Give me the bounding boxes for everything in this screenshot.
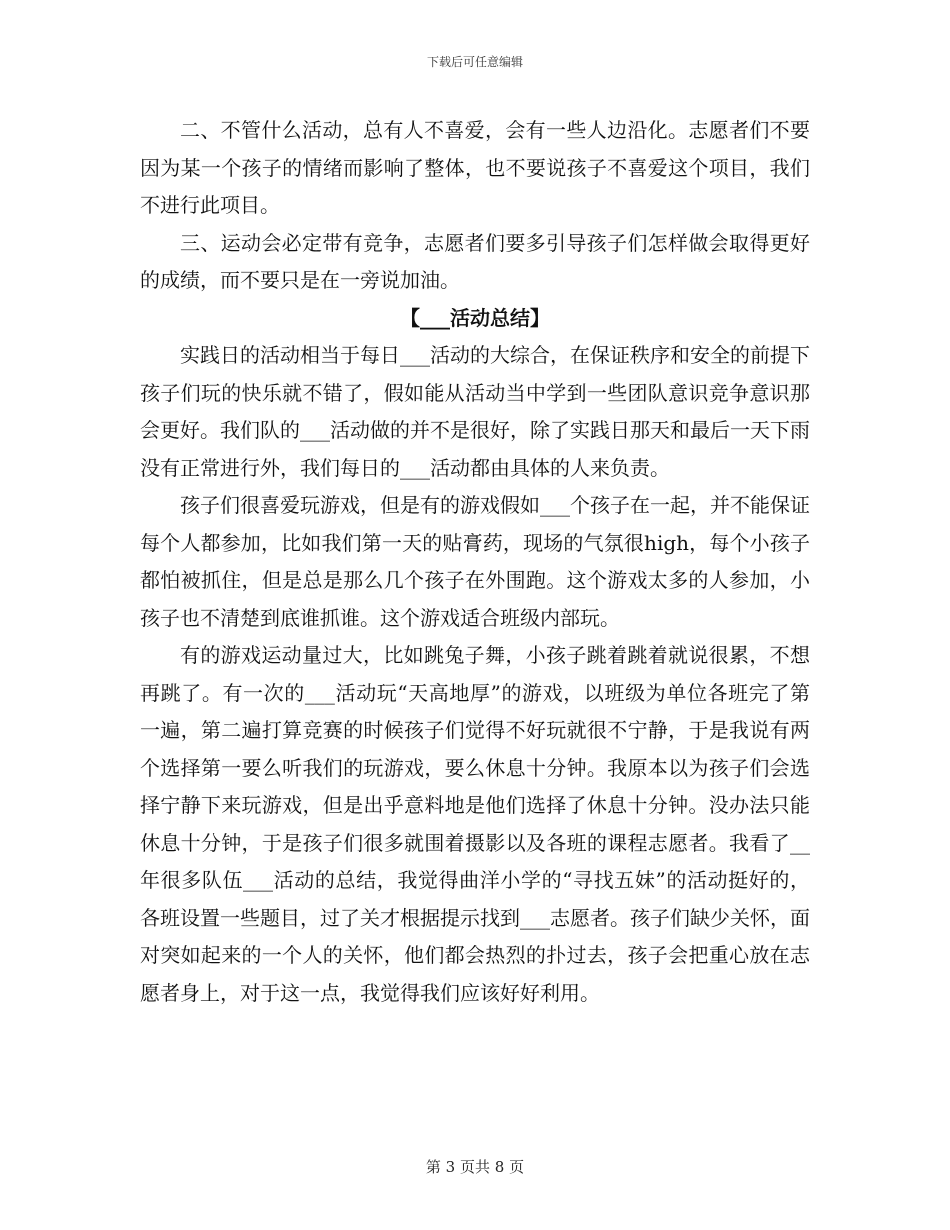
- page-footer: 第 3 页共 8 页: [425, 1158, 525, 1176]
- page-header: 下载后可任意编辑: [426, 55, 523, 69]
- paragraph: 三、运动会必定带有竞争，志愿者们要多引导孩子们怎样做会取得更好的成绩，而不要只是在一旁说加油。: [140, 230, 810, 292]
- paragraph: 有的游戏运动量过大，比如跳兔子舞，小孩子跳着跳着就说很累，不想再跳了。有一次的___活动玩“天高地厚”的游戏，以班级为单位各班完了第一遍，第二遍打算竞赛的时候孩子们觉得不好玩就很不宁静，于是我说有两个选择第一要么听我们的玩游戏，要么休息十分钟。我原本以为孩子们会选择宁静下来玩游戏，但是出乎意料地是他们选择了休息十分钟。没办法只能休息十分钟，于是孩子们很多就围着摄影以及各班的课程志愿者。我看了__年很多队伍___活动的总结，我觉得曲洋小学的“寻找五妹”的活动挺好的，各班设置一些题目，过了关才根据提示找到___志愿者。孩子们缺少关怀，面对突如起来的一个人的关怀，他们都会热烈的扑过去，孩子会把重心放在志愿者身上，对于这一点，我觉得我们应该好好利用。: [140, 643, 810, 1005]
- paragraph: 实践日的活动相当于每日___活动的大综合，在保证秩序和安全的前提下孩子们玩的快乐就不错了，假如能从活动当中学到一些团队意识竞争意识那会更好。我们队的___活动做的并不是很好，除了实践日那天和最后一天下雨没有正常进行外，我们每日的___活动都由具体的人来负责。: [140, 343, 810, 480]
- paragraph: 二、不管什么活动，总有人不喜爱，会有一些人边沿化。志愿者们不要因为某一个孩子的情绪而影响了整体，也不要说孩子不喜爱这个项目，我们不进行此项目。: [140, 118, 810, 217]
- section-title: 【___活动总结】: [400, 305, 550, 330]
- paragraph: 孩子们很喜爱玩游戏，但是有的游戏假如___个孩子在一起，并不能保证每个人都参加，比如我们第一天的贴膏药，现场的气氛很high，每个小孩子都怕被抓住，但是总是那么几个孩子在外围跑。这个游戏太多的人参加，小孩子也不清楚到底谁抓谁。这个游戏适合班级内部玩。: [140, 493, 810, 630]
- document-body: [140, 112, 810, 1012]
